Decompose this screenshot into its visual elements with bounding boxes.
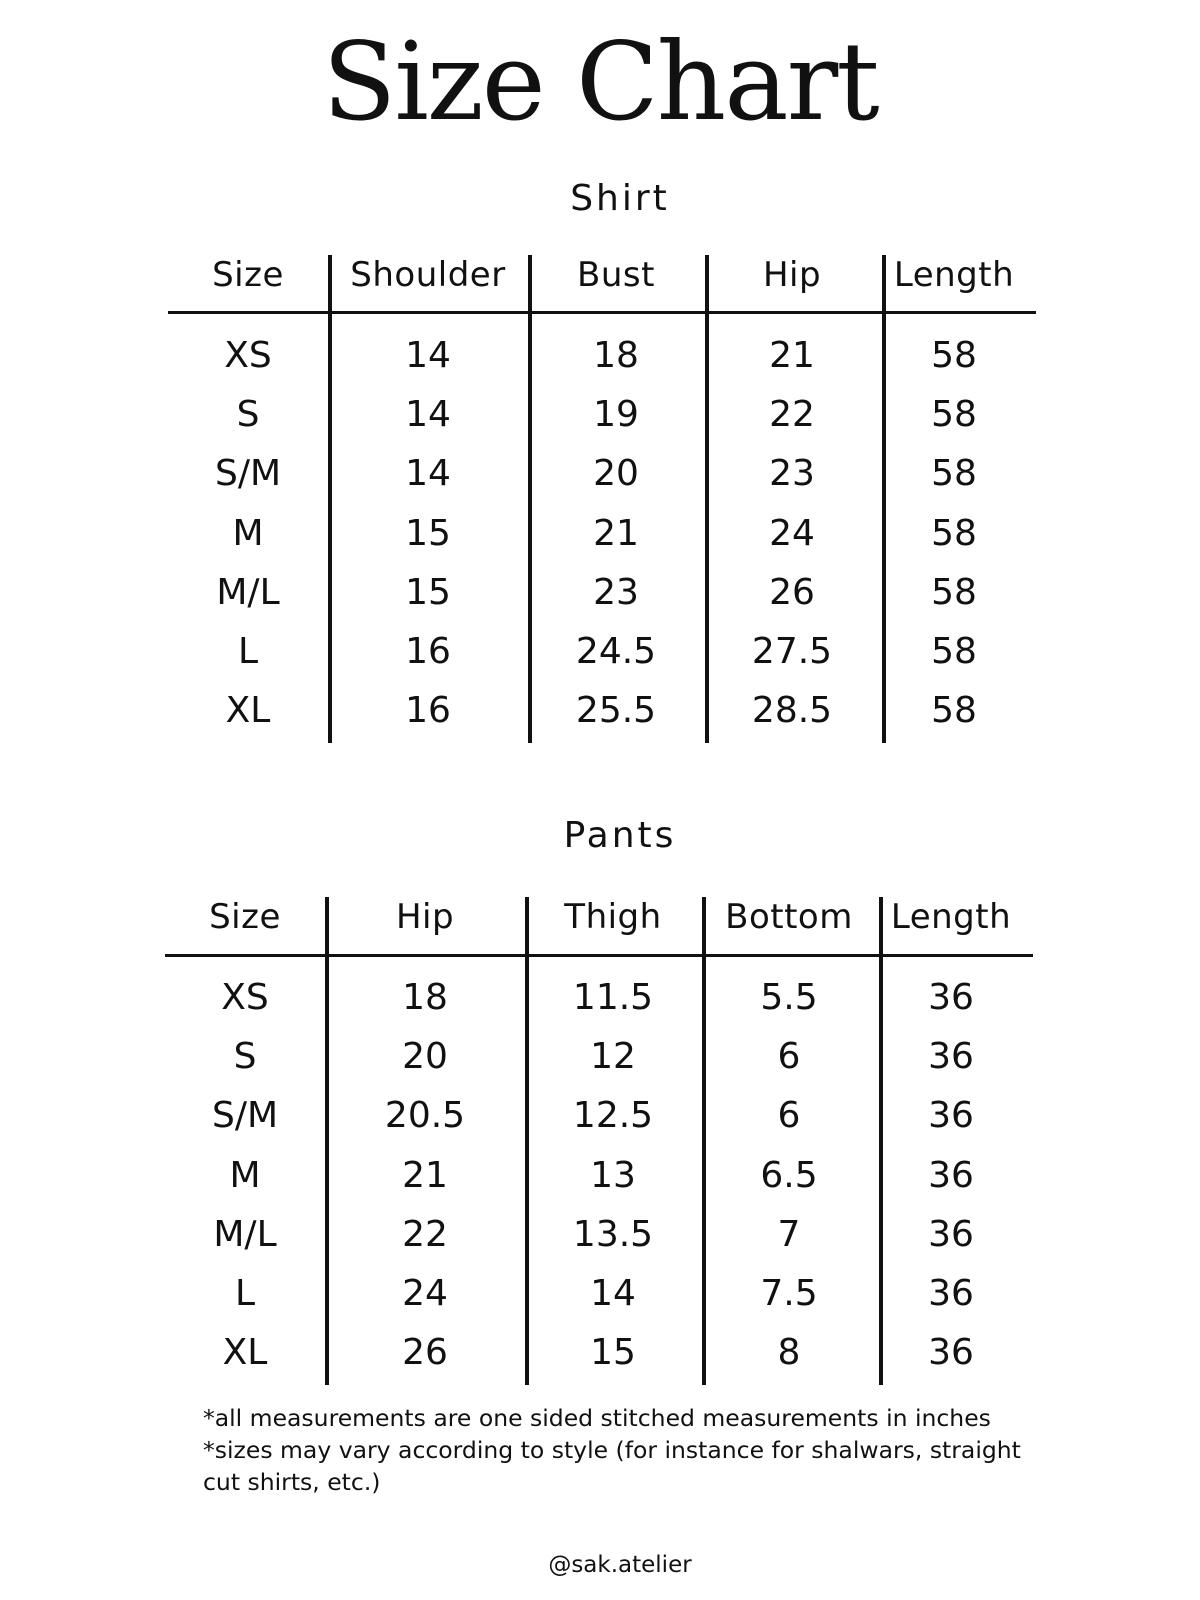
pants-column-divider <box>325 897 329 1385</box>
pants-cell-bottom: 7 <box>777 1213 801 1255</box>
shirt-header-length: Length <box>893 255 1015 295</box>
pants-cell-bottom: 8 <box>777 1332 801 1374</box>
pants-cell-hip: 21 <box>402 1154 448 1196</box>
shirt-cell-length: 58 <box>931 690 977 732</box>
shirt-cell-length: 58 <box>931 335 977 377</box>
shirt-cell-size: M <box>232 512 264 554</box>
pants-cell-hip: 24 <box>402 1273 448 1315</box>
shirt-cell-size: L <box>237 631 259 673</box>
shirt-cell-size: S <box>236 394 260 436</box>
shirt-header-shoulder: Shoulder <box>350 255 506 295</box>
pants-cell-length: 36 <box>928 1273 974 1315</box>
shirt-cell-bust: 21 <box>593 512 639 554</box>
shirt-cell-shoulder: 16 <box>405 690 451 732</box>
shirt-cell-length: 58 <box>931 453 977 495</box>
footnote-line: *sizes may vary according to style (for instance for shalwars, straight <box>203 1436 1021 1464</box>
footnote-line: *all measurements are one sided stitched measurements in inches <box>203 1404 991 1432</box>
shirt-cell-bust: 23 <box>593 571 639 613</box>
social-handle: @sak.atelier <box>548 1552 692 1578</box>
table-row <box>165 1323 1025 1382</box>
table-row <box>168 326 1028 385</box>
page-title: Size Chart <box>322 20 878 145</box>
shirt-cell-hip: 24 <box>769 512 815 554</box>
shirt-cell-shoulder: 15 <box>405 571 451 613</box>
table-row <box>168 563 1028 622</box>
table-row <box>168 622 1028 681</box>
table-row <box>165 968 1025 1027</box>
pants-cell-size: XL <box>222 1332 268 1374</box>
shirt-header-row <box>168 245 1028 305</box>
shirt-cell-hip: 27.5 <box>751 631 833 673</box>
pants-cell-size: S <box>233 1036 257 1078</box>
shirt-cell-size: M/L <box>216 571 280 613</box>
pants-cell-bottom: 6 <box>777 1036 801 1078</box>
shirt-cell-size: XL <box>225 690 271 732</box>
pants-cell-size: M <box>229 1154 261 1196</box>
pants-cell-hip: 26 <box>402 1332 448 1374</box>
shirt-cell-shoulder: 14 <box>405 453 451 495</box>
shirt-cell-hip: 21 <box>769 335 815 377</box>
footnotes <box>203 1402 1063 1498</box>
shirt-cell-hip: 23 <box>769 453 815 495</box>
shirt-column-divider <box>882 255 886 743</box>
table-row <box>165 1146 1025 1205</box>
table-row <box>168 681 1028 740</box>
pants-cell-size: L <box>234 1273 256 1315</box>
shirt-header-bust: Bust <box>577 255 655 295</box>
shirt-cell-shoulder: 16 <box>405 631 451 673</box>
shirt-column-divider <box>328 255 332 743</box>
pants-header-hip: Hip <box>395 897 455 937</box>
shirt-column-divider <box>528 255 532 743</box>
shirt-cell-bust: 20 <box>593 453 639 495</box>
shirt-cell-hip: 28.5 <box>751 690 833 732</box>
pants-cell-thigh: 15 <box>590 1332 636 1374</box>
shirt-header-hip: Hip <box>762 255 822 295</box>
pants-cell-length: 36 <box>928 977 974 1019</box>
pants-cell-hip: 18 <box>402 977 448 1019</box>
pants-table <box>165 887 1025 947</box>
table-row <box>168 385 1028 444</box>
shirt-cell-bust: 24.5 <box>575 631 657 673</box>
pants-cell-bottom: 6 <box>777 1095 801 1137</box>
shirt-header-size: Size <box>212 255 284 295</box>
pants-header-row <box>165 887 1025 947</box>
pants-cell-thigh: 13 <box>590 1154 636 1196</box>
shirt-cell-bust: 25.5 <box>575 690 657 732</box>
shirt-table <box>168 245 1028 305</box>
shirt-cell-shoulder: 14 <box>405 394 451 436</box>
pants-cell-length: 36 <box>928 1036 974 1078</box>
pants-cell-length: 36 <box>928 1154 974 1196</box>
table-row <box>168 504 1028 563</box>
shirt-cell-shoulder: 14 <box>405 335 451 377</box>
shirt-cell-shoulder: 15 <box>405 512 451 554</box>
shirt-section-title: Shirt <box>570 178 670 219</box>
table-row <box>165 1027 1025 1086</box>
table-row <box>165 1086 1025 1145</box>
pants-cell-hip: 20.5 <box>384 1095 466 1137</box>
pants-cell-length: 36 <box>928 1332 974 1374</box>
shirt-cell-hip: 26 <box>769 571 815 613</box>
pants-cell-thigh: 12 <box>590 1036 636 1078</box>
pants-cell-thigh: 11.5 <box>572 977 654 1019</box>
shirt-header-divider <box>168 311 1036 314</box>
pants-header-length: Length <box>890 897 1012 937</box>
pants-cell-size: M/L <box>213 1213 277 1255</box>
footnote-line: cut shirts, etc.) <box>203 1468 381 1496</box>
pants-body <box>165 968 1025 1382</box>
pants-cell-size: XS <box>221 977 269 1019</box>
shirt-cell-length: 58 <box>931 394 977 436</box>
pants-cell-length: 36 <box>928 1213 974 1255</box>
pants-cell-length: 36 <box>928 1095 974 1137</box>
shirt-column-divider <box>705 255 709 743</box>
pants-cell-bottom: 7.5 <box>760 1273 818 1315</box>
pants-cell-hip: 20 <box>402 1036 448 1078</box>
pants-header-bottom: Bottom <box>725 897 853 937</box>
pants-cell-thigh: 12.5 <box>572 1095 654 1137</box>
pants-cell-bottom: 6.5 <box>760 1154 818 1196</box>
pants-header-thigh: Thigh <box>564 897 662 937</box>
pants-column-divider <box>525 897 529 1385</box>
pants-cell-thigh: 14 <box>590 1273 636 1315</box>
pants-cell-bottom: 5.5 <box>760 977 818 1019</box>
shirt-cell-length: 58 <box>931 631 977 673</box>
pants-column-divider <box>879 897 883 1385</box>
pants-header-divider <box>165 954 1033 957</box>
shirt-cell-size: XS <box>224 335 272 377</box>
shirt-cell-bust: 19 <box>593 394 639 436</box>
shirt-cell-bust: 18 <box>593 335 639 377</box>
pants-section-title: Pants <box>563 815 677 856</box>
shirt-cell-size: S/M <box>214 453 282 495</box>
pants-cell-hip: 22 <box>402 1213 448 1255</box>
shirt-cell-length: 58 <box>931 571 977 613</box>
shirt-cell-length: 58 <box>931 512 977 554</box>
shirt-body <box>168 326 1028 740</box>
table-row <box>168 444 1028 503</box>
table-row <box>165 1264 1025 1323</box>
pants-column-divider <box>702 897 706 1385</box>
shirt-cell-hip: 22 <box>769 394 815 436</box>
pants-cell-thigh: 13.5 <box>572 1213 654 1255</box>
pants-header-size: Size <box>209 897 281 937</box>
pants-cell-size: S/M <box>211 1095 279 1137</box>
table-row <box>165 1205 1025 1264</box>
